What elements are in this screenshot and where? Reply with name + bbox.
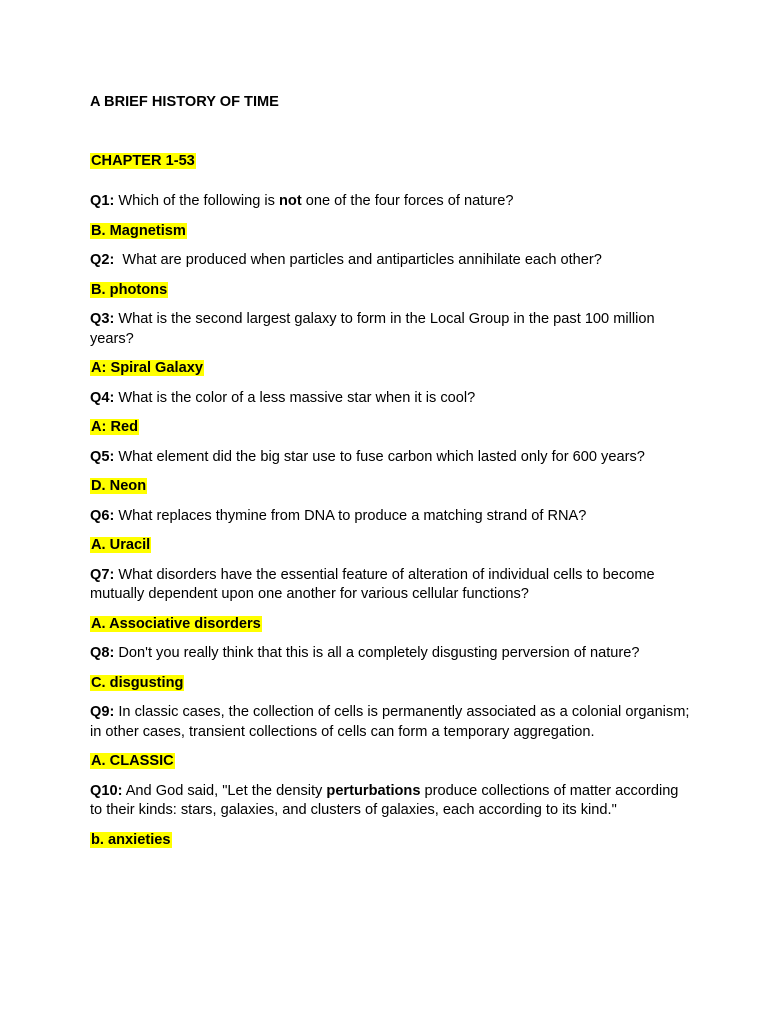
question-emphasis: not xyxy=(279,193,302,209)
qa-item xyxy=(90,251,690,300)
question-list xyxy=(90,192,694,850)
question-text xyxy=(90,507,690,527)
question-body: What element did the big star use to fuse carbon which lasted only for 600 years? xyxy=(114,448,645,465)
qa-item xyxy=(90,310,690,379)
answer-highlight: A. Uracil xyxy=(91,537,151,553)
question-body: In classic cases, the collection of cells is permanently associated as a colonial organism; in other cases, transient collections of cells can form a temporary aggregation. xyxy=(90,704,694,740)
question-text xyxy=(90,448,690,468)
answer-line xyxy=(90,477,690,497)
answer-highlight: b. anxieties xyxy=(91,831,171,848)
question-number: Q4: xyxy=(90,389,115,406)
qa-item xyxy=(90,703,694,772)
answer-line xyxy=(90,674,690,694)
qa-item xyxy=(90,644,690,693)
question-text xyxy=(90,644,690,664)
question-body-continued: one of the four forces of nature? xyxy=(301,193,514,209)
question-emphasis: perturbations xyxy=(326,782,421,799)
question-number: Q1: xyxy=(90,193,115,209)
answer-highlight: A: Red xyxy=(91,419,139,435)
question-number: Q8: xyxy=(90,645,115,661)
answer-highlight: A: Spiral Galaxy xyxy=(91,360,203,376)
answer-line xyxy=(90,359,690,379)
chapter-label: CHAPTER 1-53 xyxy=(91,152,195,169)
document-body xyxy=(90,93,694,860)
question-text xyxy=(90,310,690,349)
answer-line xyxy=(90,418,690,438)
question-number: Q5: xyxy=(90,448,115,465)
question-body: Which of the following is xyxy=(114,193,279,209)
question-body: What is the color of a less massive star when it is cool? xyxy=(114,389,476,406)
question-text xyxy=(90,782,690,821)
answer-highlight: D. Neon xyxy=(91,478,147,494)
answer-line xyxy=(90,752,690,772)
chapter-heading xyxy=(90,152,690,172)
answer-highlight: C. disgusting xyxy=(91,674,184,691)
qa-item xyxy=(90,192,690,241)
question-text xyxy=(90,703,694,742)
answer-highlight: A. Associative disorders xyxy=(91,615,261,632)
question-text xyxy=(90,389,690,409)
qa-item xyxy=(90,507,690,556)
question-body: What replaces thymine from DNA to produce a matching strand of RNA? xyxy=(114,507,587,524)
qa-item xyxy=(90,566,690,635)
qa-item xyxy=(90,782,690,851)
answer-highlight: B. photons xyxy=(91,281,168,298)
answer-highlight: A. CLASSIC xyxy=(91,753,174,769)
question-body: And God said, "Let the density xyxy=(122,782,327,799)
question-body: What are produced when particles and antiparticles annihilate each other? xyxy=(114,252,602,268)
question-body: Don't you really think that this is all a completely disgusting perversion of nature? xyxy=(114,645,640,661)
answer-highlight: B. Magnetism xyxy=(91,222,186,239)
answer-line xyxy=(90,281,690,301)
answer-line xyxy=(90,536,690,556)
question-number: Q6: xyxy=(90,507,115,524)
question-body: What disorders have the essential feature of alteration of individual cells to become mutually dependent upon one another for various cellular functions? xyxy=(90,566,659,602)
question-body: What is the second largest galaxy to form in the Local Group in the past 100 million years? xyxy=(90,311,659,347)
question-body-continued: produce collections of matter according to their kinds: stars, galaxies, and clusters of galaxies, each according to its kind." xyxy=(90,782,679,818)
question-number: Q9: xyxy=(90,704,115,720)
question-number: Q10: xyxy=(90,782,123,799)
question-number: Q3: xyxy=(90,311,115,327)
question-text xyxy=(90,251,690,271)
answer-line xyxy=(90,615,690,635)
answer-line xyxy=(90,831,690,851)
document-title: A BRIEF HISTORY OF TIME xyxy=(90,94,279,110)
question-number: Q7: xyxy=(90,566,115,583)
qa-item xyxy=(90,448,690,497)
question-number: Q2: xyxy=(90,252,115,268)
answer-line xyxy=(90,222,690,242)
question-text xyxy=(90,566,690,605)
qa-item xyxy=(90,389,690,438)
question-text xyxy=(90,192,690,212)
